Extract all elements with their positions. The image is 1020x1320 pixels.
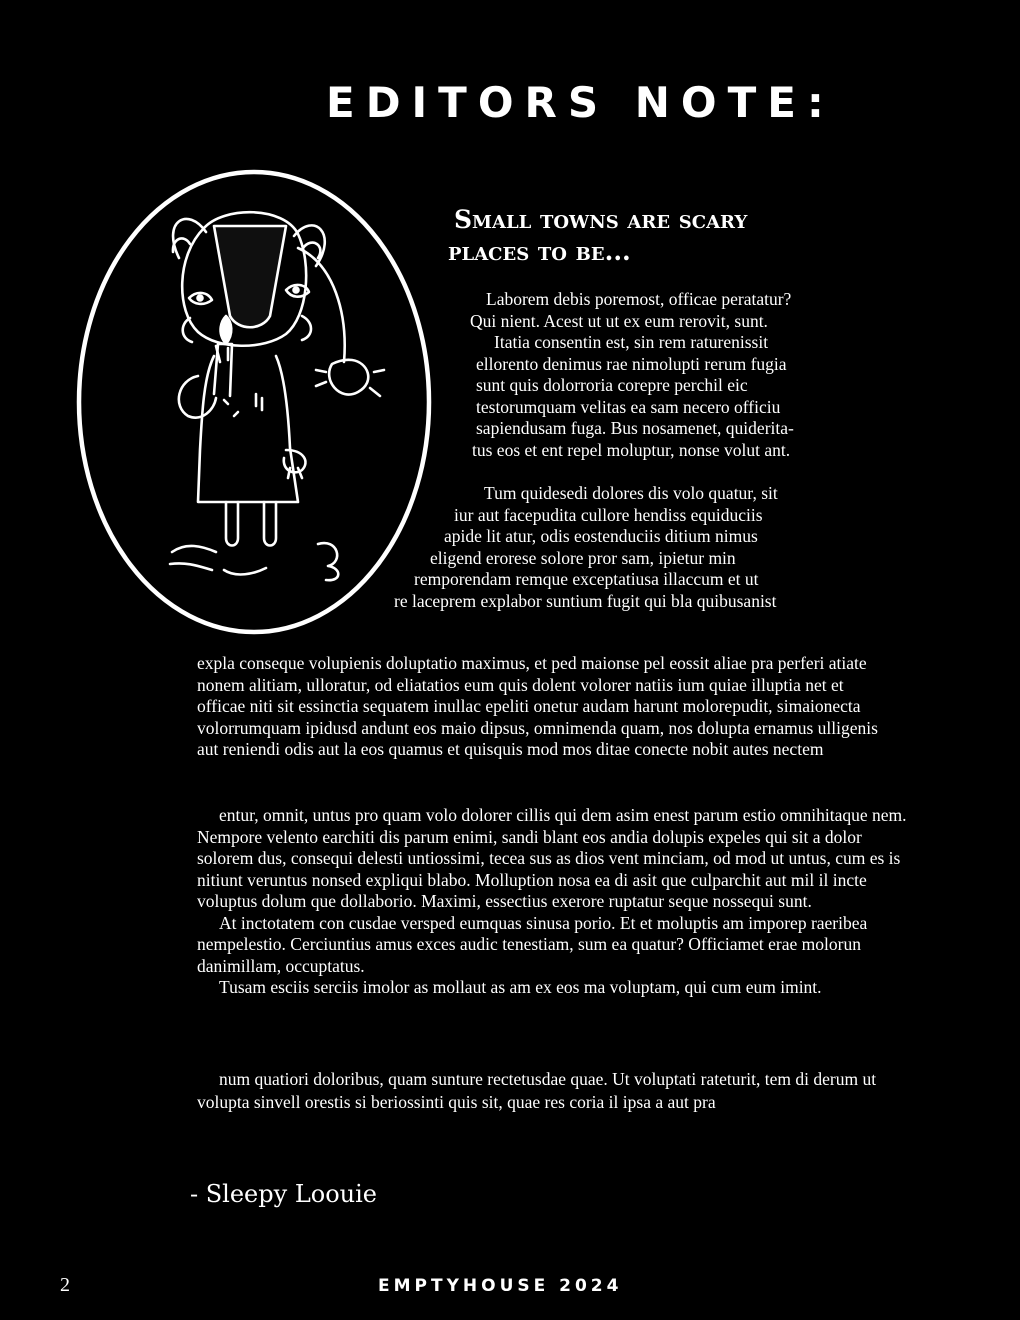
wrap-line: sunt quis dolorroria corepre perchil eic — [476, 375, 748, 395]
wrap-line: ellorento denimus rae nimolupti rerum fugia — [476, 354, 787, 374]
footer-label: EMPTYHOUSE 2024 — [378, 1276, 623, 1296]
paragraph-text: entur, omnit, untus pro quam volo dolorer cillis qui dem asim enest parum estio omnihitaque nem. Nempore velento earchiti dis parum enimi, sandi blant eos andia dolupis expeles qui sit a dolor solorem dus, consequi delesti untiossimi, tecea sus as dios vent minciam, od mod ut untus, cum es is nitiunt veruntus nonsed expliqui blabo. Molluption nosa ea di asit que culparchit aut mil il incte voluptus dolum que dollaborio. Maximi, essectius exerore ruptatur seque nossequi sunt. — [197, 805, 907, 911]
subheading — [448, 204, 747, 268]
wrap-line: re laceprem explabor suntium fugit qui bla quibusanist — [394, 591, 777, 611]
page-number: 2 — [60, 1274, 70, 1296]
paragraph-text: expla conseque volupienis doluptatio maximus, et ped maionse pel eossit aliae pra perferi atiate nonem alitiam, ulloratur, od eliatatios eum quis dolent volorer natiis ium quiae illuptia net et officae niti sit essinctia sequatem inullac epeliti onetur audam harunt molorepudit, simaionecta volorrumquam ipidusd andunt eos maio dipsus, omnimenda quam, nos dolupta ernamus ulligenis aut reniendi odis aut la eos quamus et quisquis mod mos ditae conecte nobit autes nectem — [197, 653, 878, 759]
wrap-line: Qui nient. Acest ut ut ex eum rerovit, sunt. — [470, 311, 768, 331]
wrap-line: sapiendusam fuga. Bus nosamenet, quiderita- — [476, 418, 794, 438]
body-paragraph-group — [197, 805, 907, 999]
body-paragraph — [197, 653, 887, 761]
signature: - Sleepy Loouie — [190, 1180, 377, 1208]
wrap-line: eligend erorese solore pror sam, ipietur min — [430, 548, 736, 568]
wrap-line: iur aut facepudita cullore hendiss equiduciis — [454, 505, 763, 525]
paragraph-text: num quatiori doloribus, quam sunture rectetusdae quae. Ut voluptati rateturit, tem di derum ut volupta sinvell orestis si beriossinti quis sit, quae res coria il ipsa a aut pra — [197, 1069, 877, 1112]
wrap-line: remporendam remque exceptatiusa illaccum et ut — [414, 569, 759, 589]
wrap-line: tus eos et ent repel moluptur, nonse volut ant. — [472, 440, 791, 460]
wrap-line: testorumquam velitas ea sam necero officiu — [476, 397, 781, 417]
body-paragraph — [197, 1068, 897, 1113]
wrap-line: Laborem debis poremost, officae peratatur? — [486, 289, 792, 309]
wrap-line: Itatia consentin est, sin rem raturenissit — [494, 332, 769, 352]
subheading-line: Small towns are scary — [454, 205, 748, 234]
wrap-line: apide lit atur, odis eostenduciis ditium nimus — [444, 526, 758, 546]
subheading-line: places to be... — [448, 237, 631, 266]
candle-creature-illustration — [76, 166, 436, 636]
wrap-line: Tum quidesedi dolores dis volo quatur, sit — [484, 483, 778, 503]
paragraph-text: At inctotatem con cusdae versped eumquas sinusa porio. Et et moluptis am imporep raeribea nempelestio. Cerciuntius amus exces audic tenestiam, sum ea quatur? Officiamet erae molorun danimillam, occuptatus. — [197, 912, 868, 976]
editors-note-heading: EDITORS NOTE: — [326, 78, 835, 127]
paragraph-text: Tusam esciis serciis imolor as mollaut as am ex eos ma voluptam, qui cum eum imint. — [219, 977, 822, 997]
